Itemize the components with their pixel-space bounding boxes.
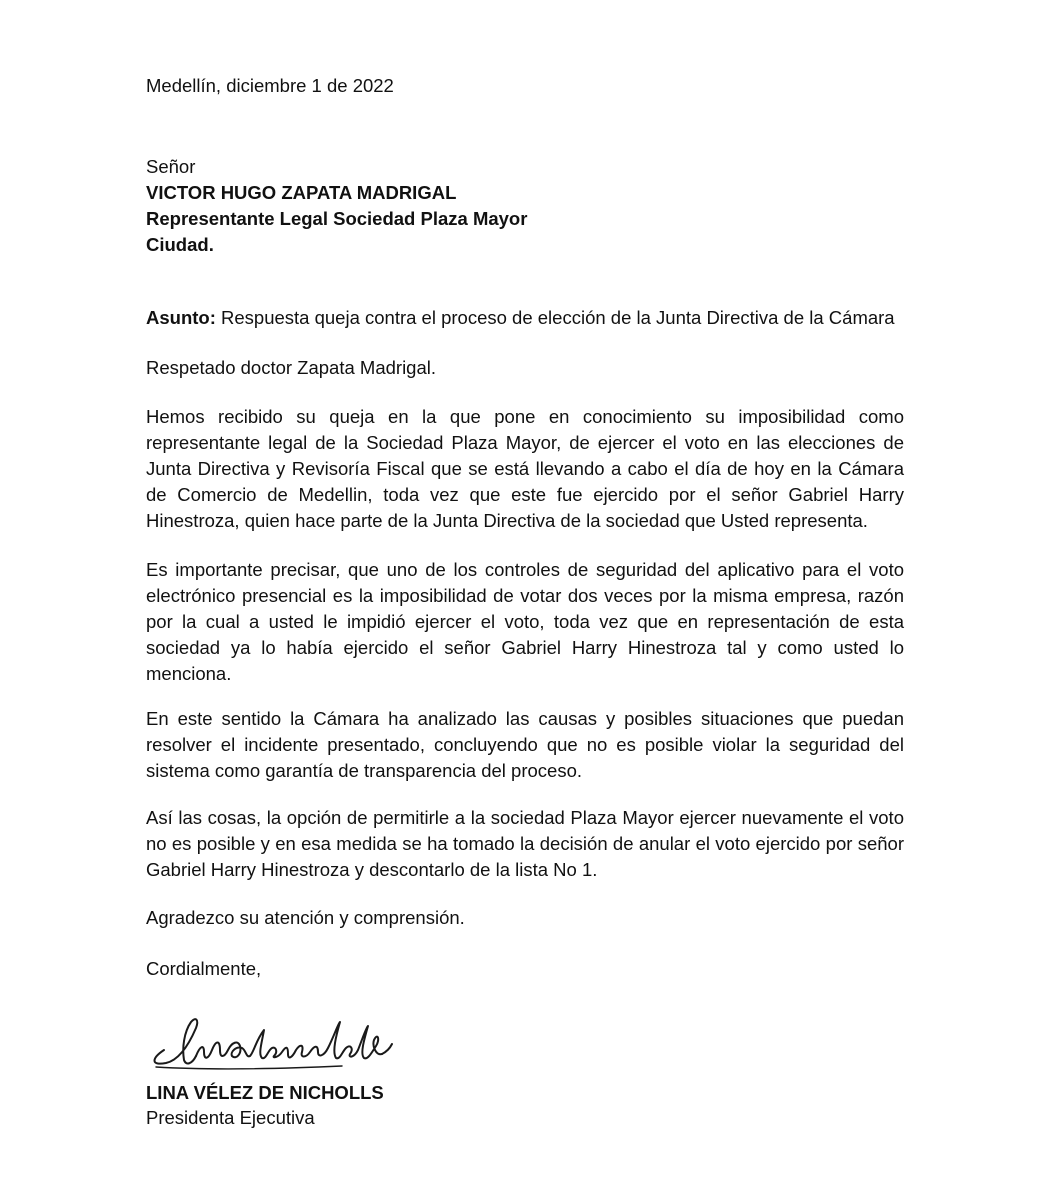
body-paragraph: Así las cosas, la opción de permitirle a la sociedad Plaza Mayor ejercer nuevamente el voto no es posible y en esa medida se ha tomado la decisión de anular el voto ejercido por señor Gabriel Harry Hinestroza y descontarlo de la lista No 1.: [146, 807, 904, 880]
greeting: Respetado doctor Zapata Madrigal.: [146, 357, 437, 378]
thanks-line: Agradezco su atención y comprensión.: [146, 907, 465, 928]
letter-date: Medellín, diciembre 1 de 2022: [146, 75, 394, 96]
recipient-block: [146, 154, 904, 258]
subject-label: Asunto:: [146, 307, 216, 328]
recipient-city: Ciudad.: [146, 234, 214, 255]
recipient-title: Representante Legal Sociedad Plaza Mayor: [146, 208, 528, 229]
body-paragraph: En este sentido la Cámara ha analizado las causas y posibles situaciones que puedan resolver el incidente presentado, concluyendo que no es posible violar la seguridad del sistema como garantía de transparencia del proceso.: [146, 708, 904, 781]
body-paragraph: Es importante precisar, que uno de los controles de seguridad del aplicativo para el voto electrónico presencial es la imposibilidad de votar dos veces por la misma empresa, razón por la cual a usted le impidió ejercer el voto, toda vez que en representación de esta sociedad ya lo había ejercido el señor Gabriel Harry Hinestroza tal y como usted lo menciona.: [146, 559, 904, 684]
recipient-name: VICTOR HUGO ZAPATA MADRIGAL: [146, 182, 457, 203]
signer-name: LINA VÉLEZ DE NICHOLLS: [146, 1082, 384, 1103]
handwritten-signature: [146, 1000, 396, 1080]
closing-line: Cordialmente,: [146, 958, 262, 979]
body-paragraph: Hemos recibido su queja en la que pone en conocimiento su imposibilidad como representante legal de la Sociedad Plaza Mayor, de ejercer el voto en las elecciones de Junta Directiva y Revisoría Fiscal que se está llevando a cabo el día de hoy en la Cámara de Comercio de Medellin, toda vez que este fue ejercido por el señor Gabriel Harry Hinestroza, quien hace parte de la Junta Directiva de la sociedad que Usted representa.: [146, 406, 904, 531]
signer-title: Presidenta Ejecutiva: [146, 1107, 315, 1128]
subject-line: [146, 305, 904, 331]
recipient-salutation: Señor: [146, 156, 196, 177]
subject-text: Respuesta queja contra el proceso de elección de la Junta Directiva de la Cámara: [215, 307, 895, 328]
